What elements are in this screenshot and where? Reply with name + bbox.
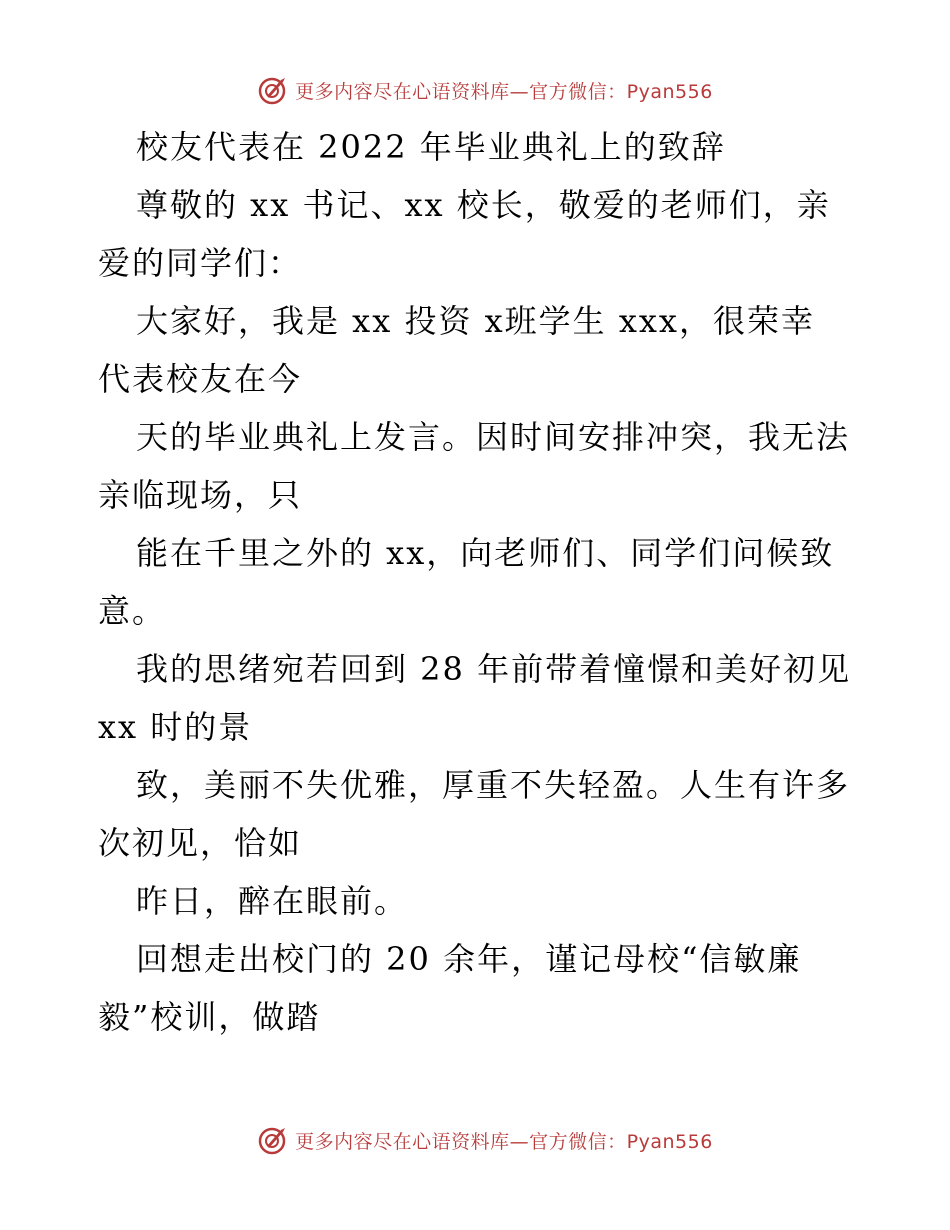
header-banner-inner — [257, 74, 713, 106]
paragraph-line: 尊敬的 xx 书记、xx 校长，敬爱的老师们，亲 — [136, 186, 831, 224]
footer-banner-inner — [257, 1124, 713, 1156]
paragraph-line: 昨日，醉在眼前。 — [136, 882, 409, 920]
paragraph-line: 能在千里之外的 xx，向老师们、同学们问候致 — [136, 534, 835, 572]
footer-banner-text: 更多内容尽在心语资料库—官方微信：Pyan556 — [295, 1130, 713, 1153]
paragraph-line: xx 时的景 — [98, 708, 253, 746]
paragraph-line: 代表校友在今 — [98, 360, 303, 398]
paragraph-line: 亲临现场，只 — [98, 476, 303, 514]
feather-pen-seal-icon — [257, 74, 289, 106]
feather-pen-seal-icon — [257, 1124, 289, 1156]
paragraph-line: 爱的同学们： — [98, 244, 303, 282]
header-banner-text: 更多内容尽在心语资料库—官方微信：Pyan556 — [295, 80, 713, 103]
header-banner — [0, 70, 950, 110]
document-body — [98, 118, 858, 1046]
paragraph-line: 次初见，恰如 — [98, 824, 303, 862]
document-title: 校友代表在 2022 年毕业典礼上的致辞 — [136, 128, 726, 166]
footer-banner — [0, 1120, 950, 1160]
paragraph-line: 大家好，我是 xx 投资 x班学生 xxx，很荣幸 — [136, 302, 815, 340]
paragraph-line: 毅”校训，做踏 — [98, 998, 321, 1036]
paragraph-line: 意。 — [98, 592, 167, 630]
paragraph-line: 我的思绪宛若回到 28 年前带着憧憬和美好初见 — [136, 650, 852, 688]
paragraph-line: 致，美丽不失优雅，厚重不失轻盈。人生有许多 — [136, 766, 851, 804]
paragraph-line: 回想走出校门的 20 余年，谨记母校“信敏廉 — [136, 940, 802, 978]
paragraph-line: 天的毕业典礼上发言。因时间安排冲突，我无法 — [136, 418, 851, 456]
